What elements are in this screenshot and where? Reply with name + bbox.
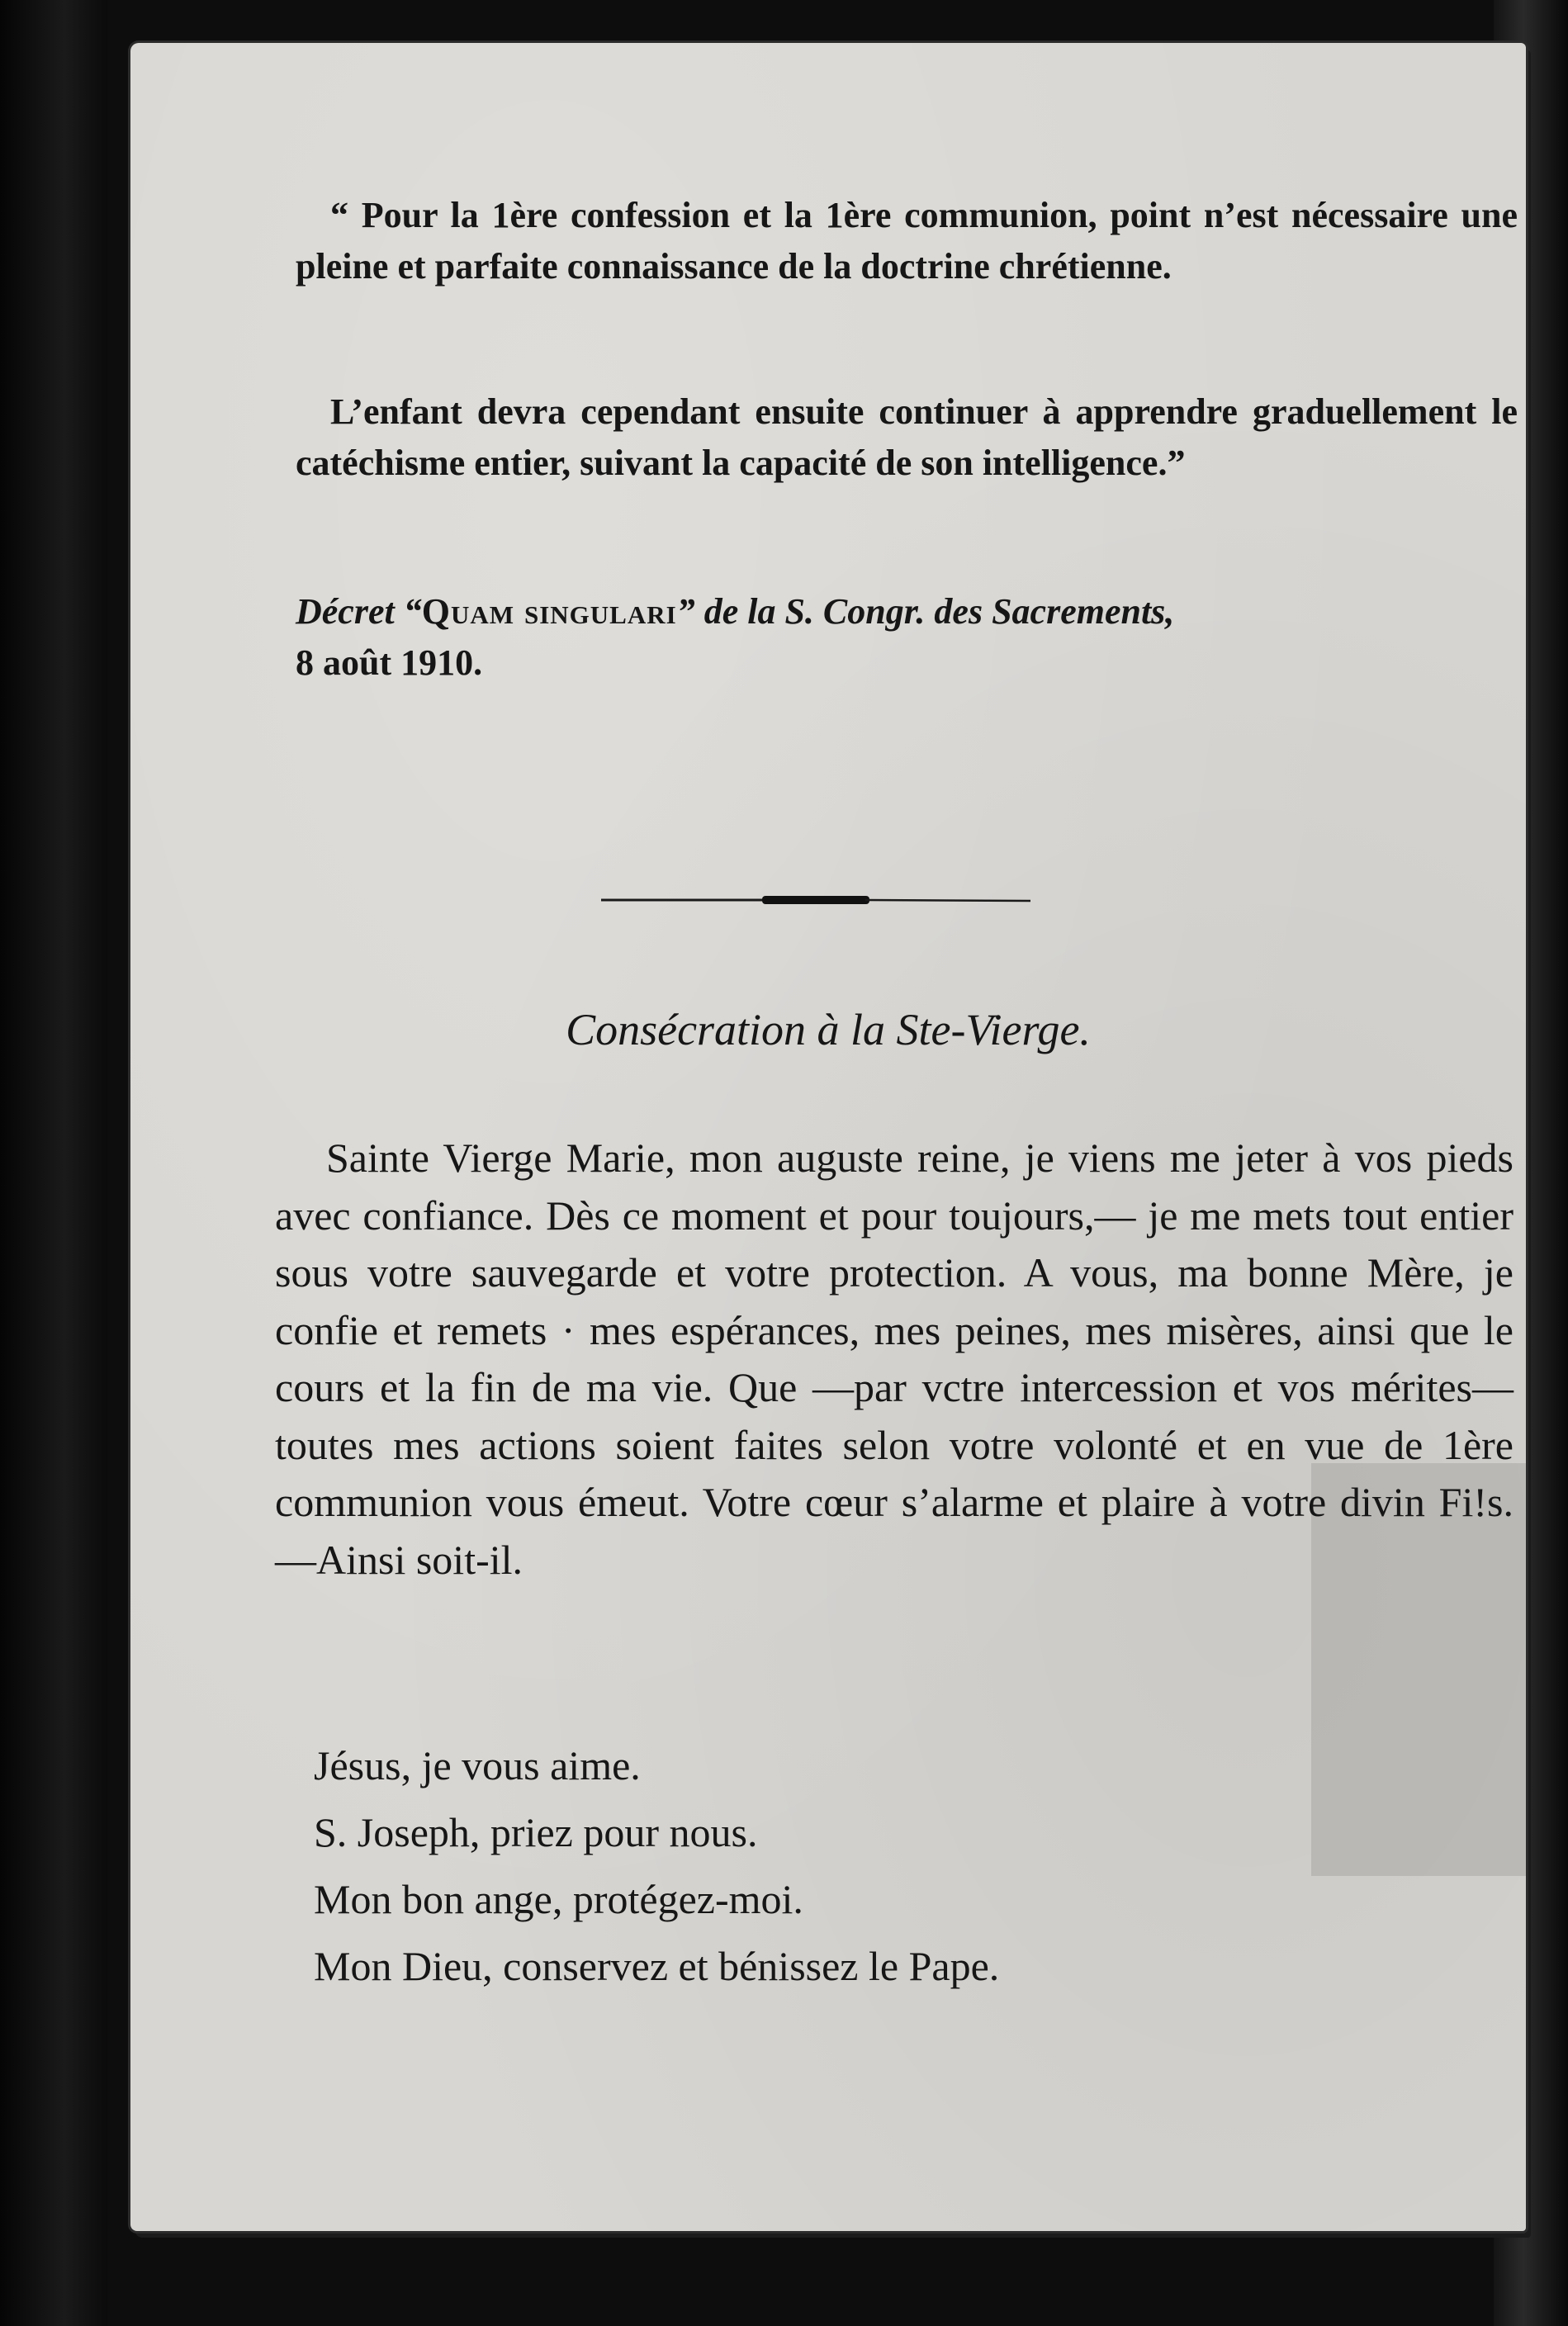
consecration-prayer: Sainte Vierge Marie, mon auguste reine, je viens me jeter à vos pieds avec confiance. Dès ce moment et pour toujours,— je me mets tout entier sous votre sauvegarde et votre protection. A vous, ma bonne Mère, je confie et remets · mes espérances, mes peines, mes misères, ainsi que le cours et la fin de ma vie. Que —par vctre intercession et vos mérites—toutes mes actions soient faites selon votre volonté et en vue de 1ère communion vous émeut. Votre cœur s’alarme et plaire à votre divin Fi!s.—Ainsi soit-il. — [275, 1135, 1514, 1583]
decree-date: 8 août 1910. — [296, 642, 483, 683]
invocation-line: Mon bon ange, protégez-moi. — [314, 1876, 803, 1922]
consecration-title: Consécration à la Ste-Vierge. — [566, 1005, 1091, 1054]
decree-prefix: Décret “ — [296, 591, 422, 632]
invocation-line: S. Joseph, priez pour nous. — [314, 1809, 758, 1855]
invocation-line: Jésus, je vous aime. — [314, 1742, 641, 1788]
invocations-list — [314, 1732, 1387, 2000]
invocation-line: Mon Dieu, conservez et bénissez le Pape. — [314, 1943, 1000, 1989]
document-page — [130, 43, 1526, 2231]
decree-suffix: ” de la S. Congr. des Sacrements, — [676, 591, 1175, 632]
scan-border-left — [0, 0, 107, 2326]
ornamental-rule — [601, 884, 1030, 917]
decree-citation — [296, 586, 1518, 689]
paragraph-first-confession: “ Pour la 1ère confession et la 1ère communion, point n’est nécessaire une pleine et parfaite connaissance de la doctrine chrétienne. — [296, 195, 1518, 287]
paragraph-catechism: L’enfant devra cependant ensuite continuer à apprendre graduellement le catéchisme entier, suivant la capacité de son intelligence.” — [296, 391, 1518, 483]
decree-name: Quam singulari — [421, 591, 677, 632]
